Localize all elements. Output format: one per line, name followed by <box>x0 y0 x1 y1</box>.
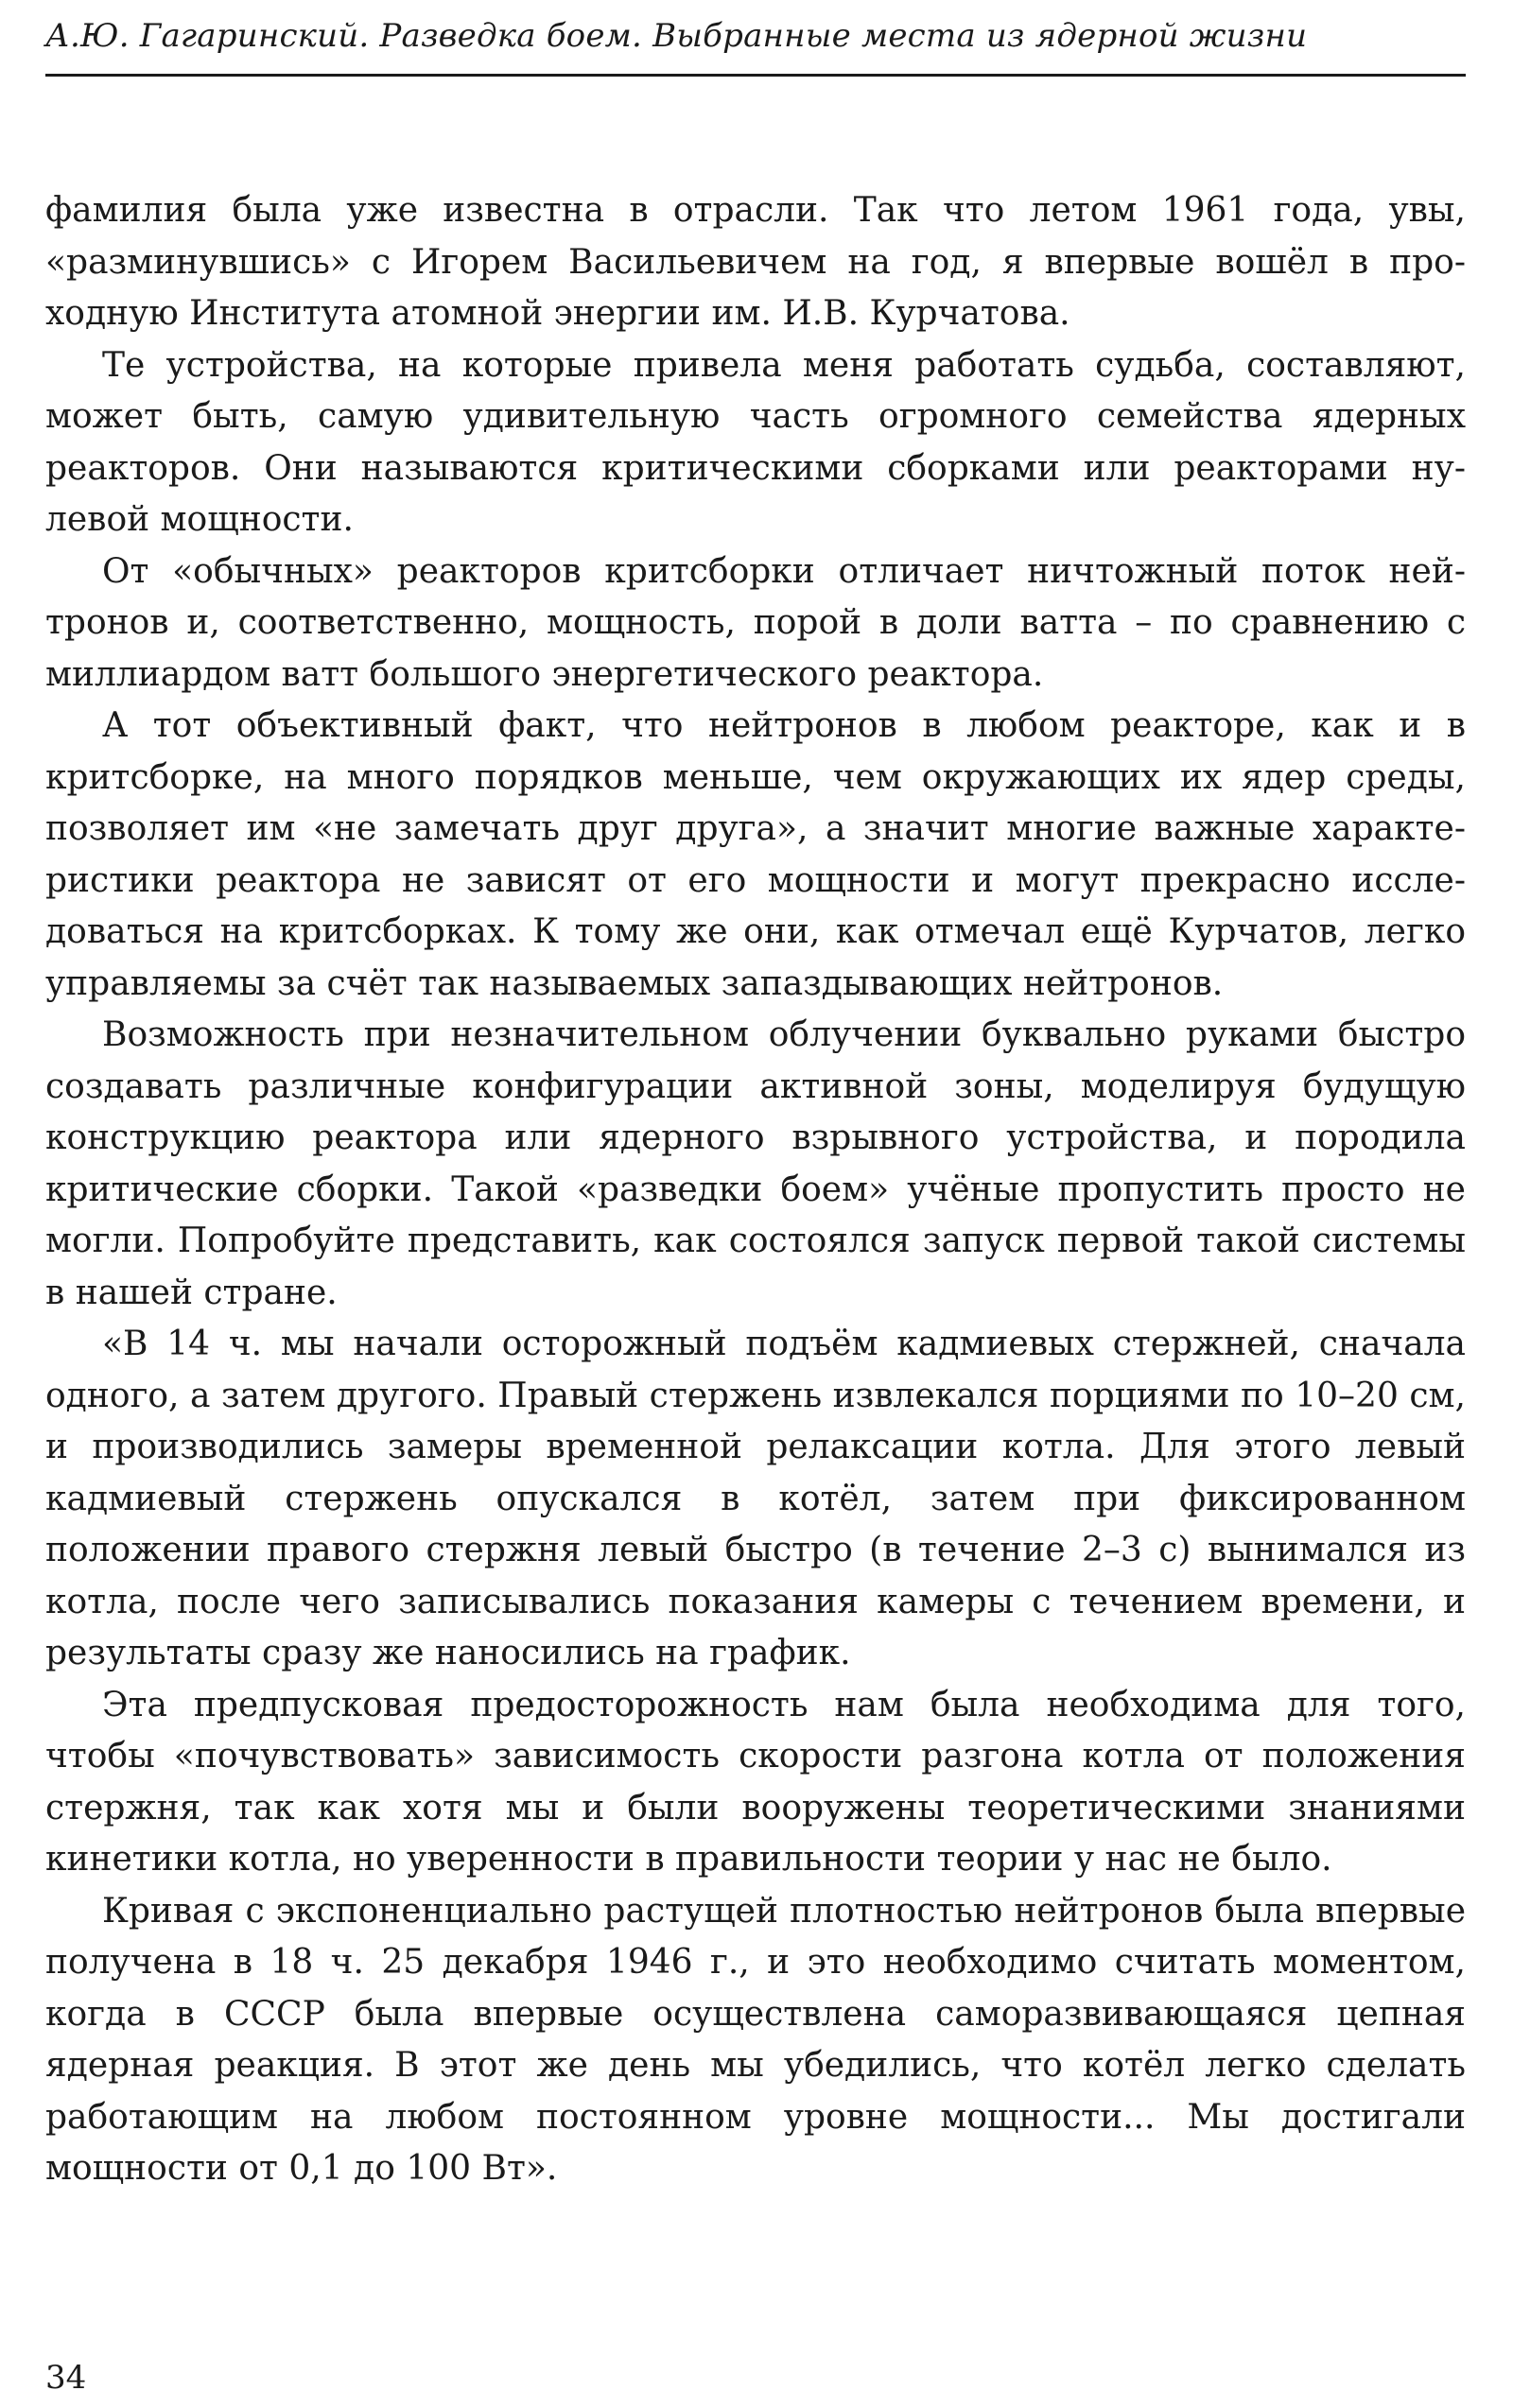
body-text <box>45 185 1466 2195</box>
header-divider <box>45 74 1466 77</box>
running-header: А.Ю. Гагаринский. Разведка боем. Выбранные места из ядерной жизни <box>45 17 1308 55</box>
paragraph-6-quote: «В 14 ч. мы начали осторожный подъём кадмиевых стержней, сначала одного, а затем другого. Правый стержень извлекался порциями по 10–20 см, и производились замеры временной релаксации котла. Для этого левый кадмиевый стержень опускался в котёл, затем при фиксированном положении правого стержня левый быстро (в течение 2–3 с) вынимался из котла, после чего записывались показания камеры с течением времени, и результаты сразу же наносились на график. <box>45 1325 1466 1672</box>
paragraph-3: От «обычных» реакторов критсборки отличает ничтожный поток нейтронов и, соответственно, мощность, порой в доли ватта – по сравнению с миллиардом ватт большого энергетического реактора. <box>45 551 1466 694</box>
page-number: 34 <box>45 2359 87 2397</box>
paragraph-1: фамилия была уже известна в отрасли. Так что летом 1961 года, увы, «разминувшись» с Игорем Васильевичем на год, я впервые вошёл в проходную Института атомной энергии им. И.В. Курчатова. <box>45 191 1466 333</box>
paragraph-4: А тот объективный факт, что нейтронов в любом реакторе, как и в критсборке, на много порядков меньше, чем окружающих их ядер среды, позволяет им «не замечать друг друга», а значит многие важные характеристики реактора не зависят от его мощности и могут прекрасно исследоваться на критсборках. К тому же они, как отмечал ещё Курчатов, легко управляемы за счёт так называемых запаздывающих нейтронов. <box>45 706 1466 1003</box>
paragraph-2: Те устройства, на которые привела меня работать судьба, составляют, может быть, самую удивительную часть огромного семейства ядерных реакторов. Они называются критическими сборками или реакторами нулевой мощности. <box>45 345 1466 539</box>
paragraph-7-quote: Эта предпусковая предосторожность нам была необходима для того, чтобы «почувствовать» зависимость скорости разгона котла от положения стержня, так как хотя мы и были вооружены теоретическими знаниями кинетики котла, но уверенности в правильности теории у нас не было. <box>45 1685 1466 1879</box>
paragraph-5: Возможность при незначительном облучении буквально руками быстро создавать различные конфигурации активной зоны, моделируя будущую конструкцию реактора или ядерного взрывного устройства, и породила критические сборки. Такой «разведки боем» учёные пропустить просто не могли. Попробуйте представить, как состоялся запуск первой такой системы в нашей стране. <box>45 1015 1466 1312</box>
paragraph-8-quote: Кривая с экспоненциально растущей плотностью нейтронов была впервые получена в 18 ч. 25 декабря 1946 г., и это необходимо считать моментом, когда в СССР была впервые осуществлена саморазвивающаяся цепная ядерная реакция. В этот же день мы убедились, что котёл легко сделать работающим на любом постоянном уровне мощности... Мы достигали мощности от 0,1 до 100 Вт». <box>45 1891 1466 2188</box>
